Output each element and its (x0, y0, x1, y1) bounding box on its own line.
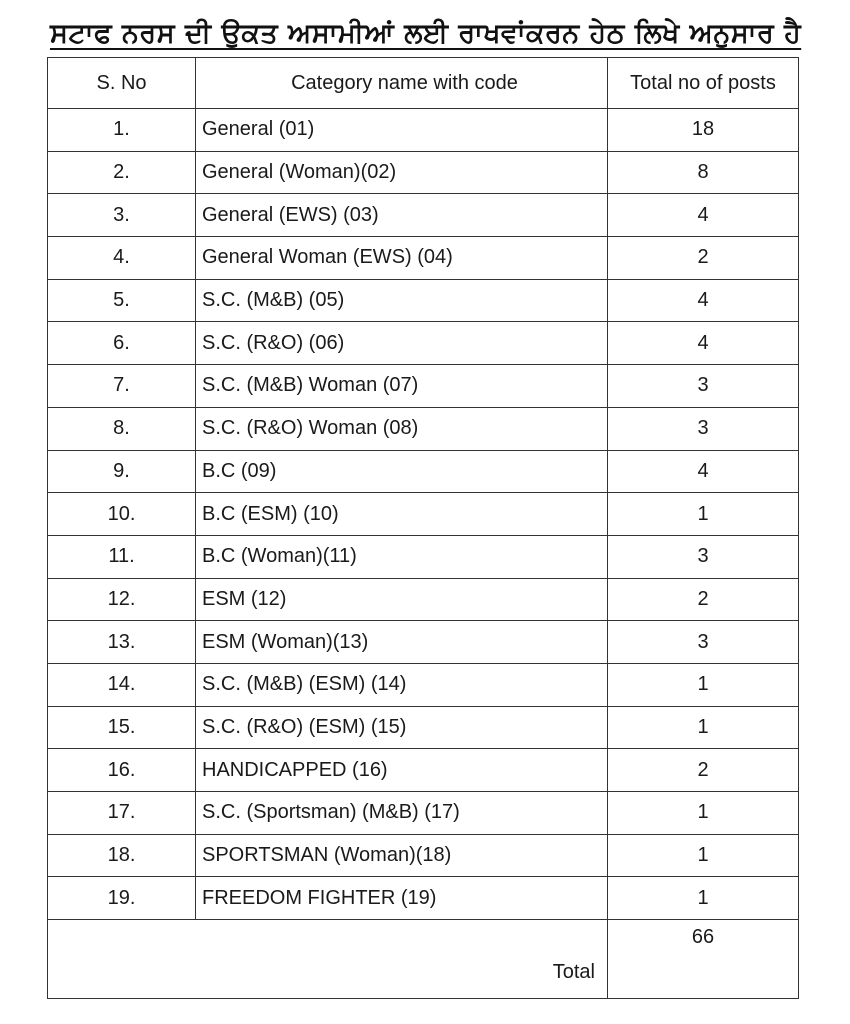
table-row (48, 663, 799, 706)
table-row (48, 322, 799, 365)
row-category: FREEDOM FIGHTER (19) (196, 877, 608, 920)
row-sno: 14. (48, 663, 196, 706)
row-posts: 3 (608, 365, 799, 408)
row-category: S.C. (M&B) (ESM) (14) (196, 663, 608, 706)
header-category: Category name with code (196, 58, 608, 109)
row-category: HANDICAPPED (16) (196, 749, 608, 792)
table-row (48, 493, 799, 536)
row-sno: 18. (48, 834, 196, 877)
row-category: S.C. (R&O) (ESM) (15) (196, 706, 608, 749)
row-category: ESM (Woman)(13) (196, 621, 608, 664)
table-row (48, 407, 799, 450)
row-category: B.C (09) (196, 450, 608, 493)
table-header-row (48, 58, 799, 109)
table-row (48, 578, 799, 621)
row-sno: 13. (48, 621, 196, 664)
row-posts: 2 (608, 578, 799, 621)
row-posts: 3 (608, 535, 799, 578)
row-posts: 3 (608, 407, 799, 450)
row-posts: 1 (608, 877, 799, 920)
row-posts: 1 (608, 706, 799, 749)
row-sno: 8. (48, 407, 196, 450)
row-category: S.C. (M&B) (05) (196, 279, 608, 322)
row-category: General (Woman)(02) (196, 151, 608, 194)
table-row (48, 535, 799, 578)
row-sno: 9. (48, 450, 196, 493)
row-sno: 1. (48, 109, 196, 152)
row-posts: 2 (608, 237, 799, 280)
total-row (48, 920, 799, 999)
table-row (48, 621, 799, 664)
row-posts: 4 (608, 450, 799, 493)
row-sno: 5. (48, 279, 196, 322)
row-sno: 11. (48, 535, 196, 578)
table-row (48, 151, 799, 194)
table-row (48, 237, 799, 280)
table-body (48, 109, 799, 920)
table-row (48, 279, 799, 322)
table-row (48, 109, 799, 152)
row-category: S.C. (Sportsman) (M&B) (17) (196, 792, 608, 835)
row-posts: 1 (608, 792, 799, 835)
table-row (48, 706, 799, 749)
header-sno: S. No (48, 58, 196, 109)
row-posts: 3 (608, 621, 799, 664)
table-row (48, 365, 799, 408)
reservation-table (47, 57, 799, 999)
row-category: B.C (ESM) (10) (196, 493, 608, 536)
table-row (48, 194, 799, 237)
row-category: B.C (Woman)(11) (196, 535, 608, 578)
row-posts: 4 (608, 322, 799, 365)
row-posts: 2 (608, 749, 799, 792)
header-total-posts: Total no of posts (608, 58, 799, 109)
row-posts: 4 (608, 279, 799, 322)
row-category: General Woman (EWS) (04) (196, 237, 608, 280)
row-category: ESM (12) (196, 578, 608, 621)
row-posts: 4 (608, 194, 799, 237)
row-posts: 1 (608, 663, 799, 706)
row-sno: 7. (48, 365, 196, 408)
row-sno: 12. (48, 578, 196, 621)
row-posts: 1 (608, 493, 799, 536)
row-posts: 8 (608, 151, 799, 194)
row-sno: 3. (48, 194, 196, 237)
row-posts: 18 (608, 109, 799, 152)
row-sno: 16. (48, 749, 196, 792)
row-sno: 10. (48, 493, 196, 536)
row-posts: 1 (608, 834, 799, 877)
table-row (48, 834, 799, 877)
total-value: 66 (608, 920, 799, 999)
row-sno: 15. (48, 706, 196, 749)
total-label: Total (48, 920, 608, 999)
table-row (48, 749, 799, 792)
row-sno: 2. (48, 151, 196, 194)
table-row (48, 792, 799, 835)
row-sno: 19. (48, 877, 196, 920)
row-category: General (EWS) (03) (196, 194, 608, 237)
document-heading: ਸਟਾਫ ਨਰਸ ਦੀ ਉਕਤ ਅਸਾਮੀਆਂ ਲਈ ਰਾਖਵਾਂਕਰਨ ਹੇਠ ਲਿਖੇ ਅਨੁਸਾਰ ਹੈ (50, 18, 802, 49)
row-sno: 6. (48, 322, 196, 365)
row-sno: 17. (48, 792, 196, 835)
row-category: S.C. (R&O) Woman (08) (196, 407, 608, 450)
row-category: SPORTSMAN (Woman)(18) (196, 834, 608, 877)
row-category: S.C. (M&B) Woman (07) (196, 365, 608, 408)
row-category: General (01) (196, 109, 608, 152)
table-row (48, 877, 799, 920)
row-category: S.C. (R&O) (06) (196, 322, 608, 365)
table-row (48, 450, 799, 493)
row-sno: 4. (48, 237, 196, 280)
